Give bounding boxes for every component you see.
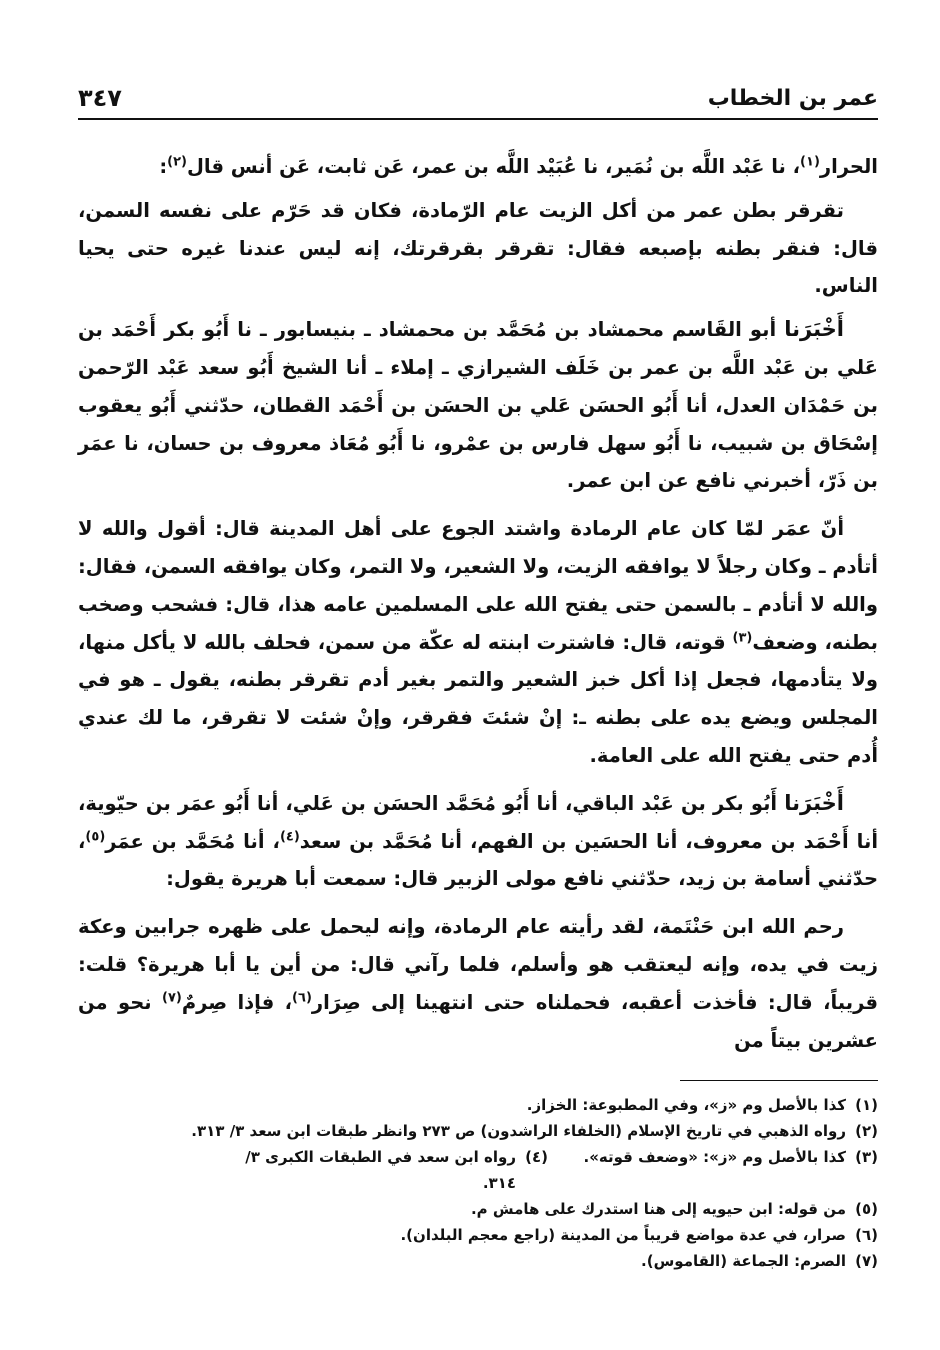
footnote-number: (٤) bbox=[525, 1148, 548, 1166]
footnote-3 bbox=[548, 1144, 878, 1196]
footnote-text: الصرم: الجماعة (القاموس). bbox=[641, 1252, 846, 1270]
paragraph-1 bbox=[78, 148, 878, 186]
text-span: أنّ عمَر لمّا كان عام الرمادة واشتد الجوع على أهل المدينة قال: أقول والله لا أتأدم ـ وكان رجلاً لا يوافقه الزيت، ولا الشعير، ولا التمر، وكان يوافقه السمن، فقال: والله لا أتأدم ـ بالسمن حتى يفتح الله على المسلمين عامه هذا، قال: فشحب وصخب بطنه، وضعف bbox=[78, 517, 878, 654]
footnote-6 bbox=[78, 1222, 878, 1248]
footnote-row-3-4 bbox=[78, 1144, 878, 1196]
footnote-ref-2[interactable]: (٢) bbox=[167, 154, 187, 170]
footnote-number: (٣) bbox=[855, 1148, 878, 1166]
paragraph-5 bbox=[78, 785, 878, 898]
page-number: ٣٤٧ bbox=[78, 84, 122, 112]
paragraph-3 bbox=[78, 311, 878, 500]
footnote-text: من قوله: ابن حيويه إلى هنا استدرك على هامش م. bbox=[470, 1200, 846, 1218]
text-span: ، نا عَبْد اللَّه بن نُمَير، نا عُبَيْد اللَّه بن عمر، عَن ثابت، عَن أنس قال bbox=[186, 155, 801, 178]
text-span: رحم الله ابن حَنْتَمة، لقد رأيته عام الرمادة، وإنه ليحمل على ظهره جرابين وعكة زيت في يده، وإنه ليعتقب هو وأسلم، فلما رآني قال: من أين يا أبا هريرة؟ قلت: قريباً، قال: فأخذت أعقبه، فحملناه حتى انتهينا إلى صِرَار bbox=[78, 915, 878, 1014]
main-text bbox=[78, 148, 878, 1059]
footnote-ref-3[interactable]: (٣) bbox=[732, 630, 753, 646]
text-span: أَبُو بكر بن عَبْد الباقي، أنا أَبُو مُحَمَّد الحسَن بن عَلي، أنا أَبُو عمَر بن حيّوية، أنا أَحْمَد بن معروف، أنا الحسَين بن الفهم، أنا مُحَمَّد بن سعد bbox=[78, 791, 879, 853]
text-span: ، فإذا صِرمٌ bbox=[181, 990, 293, 1014]
footnote-number: (٧) bbox=[855, 1252, 878, 1270]
footnote-5 bbox=[78, 1196, 878, 1222]
footnote-2 bbox=[78, 1118, 878, 1144]
footnotes bbox=[78, 1092, 878, 1274]
footnote-ref-7[interactable]: (٧) bbox=[161, 990, 182, 1006]
footnote-4 bbox=[218, 1144, 548, 1196]
footnote-number: (٦) bbox=[855, 1226, 878, 1244]
paragraph-6 bbox=[78, 908, 878, 1059]
isnad-lead: أَخْبَرَنا bbox=[784, 317, 844, 342]
footnote-text: رواه الذهبي في تاريخ الإسلام (الخلفاء الراشدون) ص ٢٧٣ وانظر طبقات ابن سعد ٣/ ٣١٣. bbox=[191, 1122, 846, 1140]
footnote-ref-6[interactable]: (٦) bbox=[292, 990, 312, 1006]
running-header bbox=[78, 82, 878, 120]
footnote-text: كذا بالأصل وم «ز»: «وضعف قوته». bbox=[583, 1148, 846, 1166]
running-title: عمر بن الخطاب bbox=[707, 86, 878, 111]
text-span: ، حدّثني أسامة بن زيد، حدّثني نافع مولى الزبير قال: سمعت أبا هريرة يقول: bbox=[78, 829, 878, 891]
footnote-number: (٥) bbox=[855, 1200, 878, 1218]
footnote-1 bbox=[78, 1092, 878, 1118]
footnote-ref-5[interactable]: (٥) bbox=[85, 829, 106, 845]
footnote-number: (١) bbox=[855, 1096, 878, 1114]
text-span: : bbox=[159, 155, 168, 178]
footnote-divider bbox=[680, 1080, 878, 1081]
footnote-number: (٢) bbox=[855, 1122, 878, 1140]
text-span: ، أنا مُحَمَّد بن عمَر bbox=[105, 829, 280, 853]
footnote-text: كذا بالأصل وم «ز»، وفي المطبوعة: الخزاز. bbox=[526, 1096, 846, 1114]
text-span: قوته، قال: فاشترت ابنته له عكّة من سمن، فحلف بالله لا يأكل منها، ولا يتأدمها، فجعل إذا أكل خبز الشعير والتمر بغير أدم تقرقر بطنه، يقول ـ هو في المجلس ويضع يده على بطنه ـ: إنْ شئتَ فقرقر، وإنْ شئت لا تقرقر، ما لك عندي أُدم حتى يفتح الله على العامة. bbox=[78, 630, 878, 767]
text-span: نحو من عشرين بيتاً من bbox=[78, 990, 878, 1052]
footnote-text: صرار، في عدة مواضع قريباً من المدينة (راجع معجم البلدان). bbox=[400, 1226, 846, 1244]
text-span: الحرار bbox=[819, 155, 878, 178]
footnote-ref-4[interactable]: (٤) bbox=[279, 829, 300, 845]
footnote-text: رواه ابن سعد في الطبقات الكبرى ٣/ ٣١٤. bbox=[245, 1148, 516, 1192]
footnote-7 bbox=[78, 1248, 878, 1274]
paragraph-2: تقرقر بطن عمر من أكل الزيت عام الرّمادة، فكان قد حَرّم على نفسه السمن، قال: فنقر بطنه بإصبعه فقال: تقرقر بقرقرتك، إنه ليس عندنا غيره حتى يحيا الناس. bbox=[78, 198, 878, 298]
isnad-lead: أَخْبَرَنا bbox=[784, 790, 844, 815]
text-span: أبو القَاسم محمشاد بن مُحَمَّد بن محمشاد ـ بنيسابور ـ نا أَبُو بكر أَحْمَد بن عَلي بن عَبْد اللَّه بن عمر بن خَلَف الشيرازي ـ إملاء ـ أنا الشيخ أَبُو سعد عَبْد الرّحمن بن حَمْدَان العدل، أنا أَبُو الحسَن عَلي بن الحسَن بن أَحْمَد القطان، حدّثني أَبُو يعقوب إسْحَاق بن شبيب، نا أَبُو سهل فارس بن عمْرو، نا أَبُو مُعَاذ معروف بن حسان، نا عمَر بن ذَرّ، أخبرني نافع عن ابن عمر. bbox=[78, 318, 878, 493]
footnote-ref-1[interactable]: (١) bbox=[800, 154, 820, 170]
paragraph-4 bbox=[78, 510, 878, 775]
